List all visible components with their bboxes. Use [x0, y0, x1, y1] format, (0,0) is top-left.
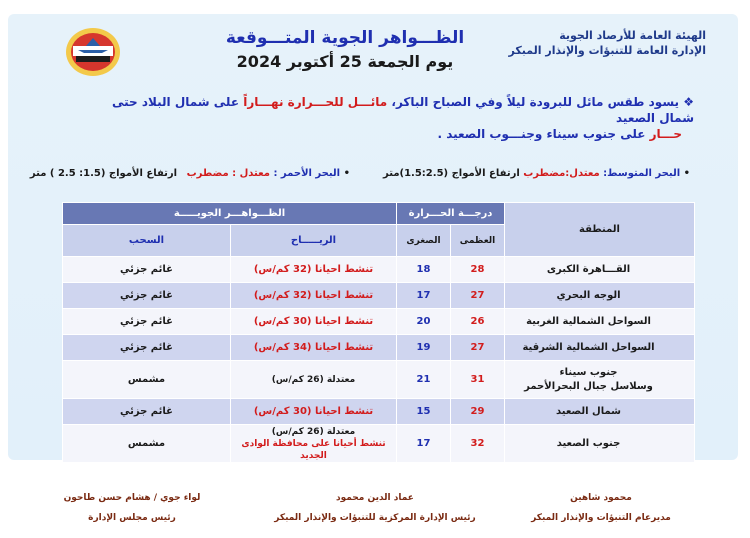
- page-title: الظـــواهر الجوية المتـــوقعة: [225, 28, 465, 48]
- temperature-header: درجـــة الحـــرارة: [397, 203, 505, 225]
- min-temp-cell: 18: [397, 257, 451, 283]
- region-cell: السواحل الشمالية الغربية: [505, 309, 695, 335]
- signature-name: عماد الدين محمود: [336, 493, 414, 503]
- region-cell: السواحل الشمالية الشرقية: [505, 335, 695, 361]
- wind-cell: تنشط احيانا (32 كم/س): [231, 283, 397, 309]
- wind-line-1: معتدلة (26 كم/س): [271, 426, 356, 437]
- cloud-cell: غائم جزئي: [63, 257, 231, 283]
- wind-cell: تنشط احيانا (30 كم/س): [231, 399, 397, 425]
- min-temp-cell: 21: [397, 361, 451, 399]
- organization-name: [509, 28, 706, 58]
- forecast-date: يوم الجمعة 25 أكتوبر 2024: [236, 52, 454, 71]
- min-temp-cell: 15: [397, 399, 451, 425]
- signature-2: [250, 488, 500, 528]
- region-cell: [505, 361, 695, 399]
- table-row: [63, 335, 695, 361]
- region-cell: شمال الصعيد: [505, 399, 695, 425]
- table-row: [63, 361, 695, 399]
- region-line-2: وسلاسل جبال البحرالأحمر: [524, 380, 653, 392]
- max-temp-cell: 26: [451, 309, 505, 335]
- phenomena-header: الظـــواهـــر الجويـــــة: [63, 203, 397, 225]
- wind-line-2: تنشط أحيانا على محافظة الوادى الجديد: [241, 438, 386, 461]
- org-line-1: الهيئة العامة للأرصاد الجوية: [559, 29, 706, 42]
- max-temp-cell: 27: [451, 335, 505, 361]
- max-temp-cell: 31: [451, 361, 505, 399]
- table-row: [63, 425, 695, 463]
- cloud-cell: غائم جزئي: [63, 283, 231, 309]
- max-temp-cell: 27: [451, 283, 505, 309]
- signature-1: [496, 488, 706, 528]
- region-header: المنطقة: [505, 203, 695, 257]
- org-line-2: الإدارة العامة للتنبؤات والإنذار المبكر: [508, 44, 706, 57]
- meteorological-authority-logo-icon: [64, 26, 122, 78]
- min-temp-header: الصغرى: [397, 225, 451, 257]
- description-part-2: مائـــل للحـــرارة نهـــاراً: [243, 95, 388, 109]
- signature-role: رئيس مجلس الإدارة: [88, 513, 176, 523]
- min-temp-cell: 17: [397, 283, 451, 309]
- mediterranean-sea-condition: • البحر المتوسط: معتدل:مضطرب ارتفاع الأمواج (1.5:2.5)متر: [383, 168, 690, 179]
- cloud-cell: مشمس: [63, 361, 231, 399]
- wind-cell: [231, 425, 397, 463]
- max-temp-cell: 29: [451, 399, 505, 425]
- description-part-1: يسود طقس مائل للبرودة ليلاً وفي الصباح الباكر،: [387, 95, 680, 109]
- description-part-5: على جنوب سيناء وجنـــوب الصعيد .: [437, 127, 650, 141]
- description-part-3: على شمال البلاد حتى شمال الصعيد: [112, 95, 694, 125]
- max-temp-cell: 32: [451, 425, 505, 463]
- cloud-cell: غائم جزئي: [63, 335, 231, 361]
- med-sea-state: معتدل:مضطرب: [523, 168, 600, 179]
- signature-name: محمود شاهين: [570, 493, 632, 503]
- region-cell: الوجه البحري: [505, 283, 695, 309]
- signature-3: [52, 488, 212, 528]
- signature-role: رئيس الإدارة المركزية للتنبؤات والإنذار المبكر: [274, 513, 476, 523]
- table-row: [63, 257, 695, 283]
- weather-description: [74, 94, 694, 142]
- signature-name: لواء جوي / هشام حسن طاحون: [63, 493, 201, 503]
- med-sea-label: البحر المتوسط:: [603, 168, 681, 179]
- signature-role: مديرعام التنبؤات والإنذار المبكر: [531, 513, 671, 523]
- table-row: [63, 283, 695, 309]
- wind-header: الريـــــاح: [231, 225, 397, 257]
- min-temp-cell: 17: [397, 425, 451, 463]
- cloud-cell: غائم جزئي: [63, 309, 231, 335]
- red-sea-waves: ارتفاع الأمواج (1.5: 2.5 ) متر: [29, 168, 178, 179]
- red-sea-condition: • البحر الأحمر : معتدل : مضطرب ارتفاع الأمواج (1.5: 2.5 ) متر: [29, 168, 350, 179]
- cloud-header: السحب: [63, 225, 231, 257]
- min-temp-cell: 20: [397, 309, 451, 335]
- region-cell: القـــاهرة الكبرى: [505, 257, 695, 283]
- red-sea-state: معتدل : مضطرب: [186, 168, 270, 179]
- table-row: [63, 399, 695, 425]
- description-part-4: حـــار: [649, 127, 682, 141]
- med-sea-waves: ارتفاع الأمواج (1.5:2.5)متر: [383, 168, 520, 179]
- wind-cell: تنشط احيانا (32 كم/س): [231, 257, 397, 283]
- forecast-table: [62, 202, 695, 463]
- wind-cell: معتدلة (26 كم/س): [231, 361, 397, 399]
- wind-cell: تنشط احيانا (34 كم/س): [231, 335, 397, 361]
- region-line-1: جنوب سيناء: [559, 366, 618, 378]
- max-temp-cell: 28: [451, 257, 505, 283]
- cloud-cell: مشمس: [63, 425, 231, 463]
- bullet-icon: ❖: [683, 95, 694, 109]
- table-row: [63, 309, 695, 335]
- max-temp-header: العظمى: [451, 225, 505, 257]
- wind-cell: تنشط احيانا (30 كم/س): [231, 309, 397, 335]
- cloud-cell: غائم جزئي: [63, 399, 231, 425]
- min-temp-cell: 19: [397, 335, 451, 361]
- region-cell: جنوب الصعيد: [505, 425, 695, 463]
- red-sea-label: البحر الأحمر :: [273, 168, 341, 179]
